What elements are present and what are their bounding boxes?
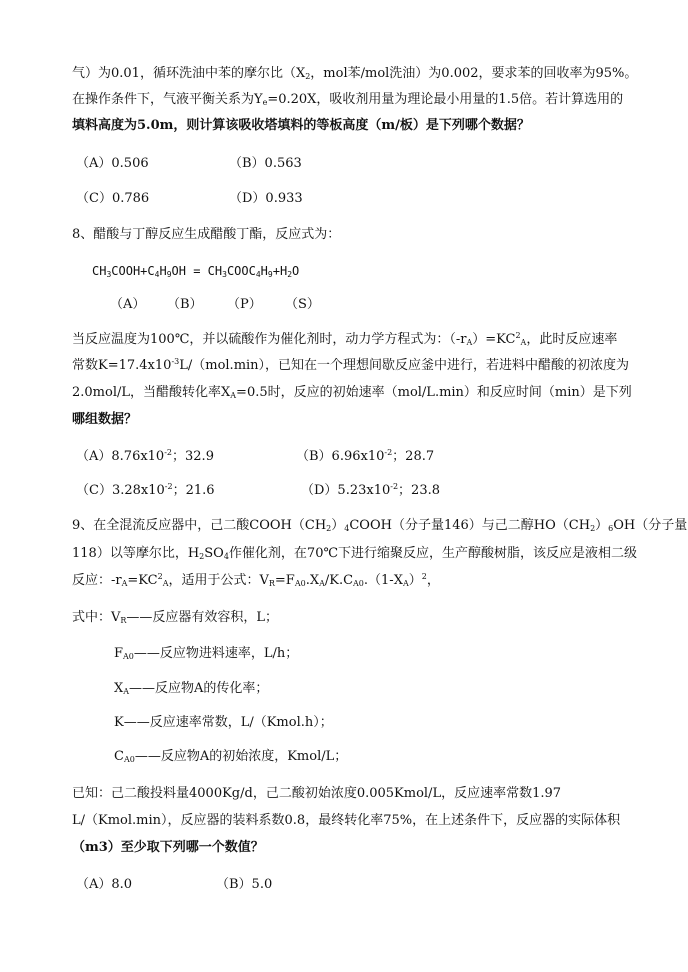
q8-label-b: （B）: [167, 297, 203, 312]
q8-label-a: （A）: [110, 297, 146, 312]
q8-title: 8、醋酸与丁醇反应生成醋酸丁酯，反应式为：: [72, 227, 341, 242]
q7-line-3: 填料高度为5.0m，则计算该吸收塔填料的等板高度（m/板）是下列哪个数据？: [72, 118, 530, 133]
q8-line-1: 当反应温度为100℃，并以硫酸作为催化剂时，动力学方程式为：$(-r_A)=KC^2_A$，此时反应速率: [72, 331, 618, 347]
q9-known-1: 已知：己二酸投料量4000Kg/d，己二酸初始浓度0.005Kmol/L，反应速率常数1.97: [72, 786, 562, 801]
q7-option-d: （D）0.933: [229, 191, 303, 206]
q8-label-s: （S）: [285, 297, 320, 312]
q7-option-b: （B）0.563: [229, 156, 302, 171]
q8-option-c: $(C)3.28x10^{-2}$；21.6: [76, 482, 215, 498]
q8-equation: $CH_3COOH+C_4H_9OH$ = $CH_3COOC_4H_9+H_2O$: [92, 264, 300, 279]
q9-def-2: $X_A——$反应物A的传化率；: [114, 681, 269, 696]
q8-line-4: 哪组数据？: [72, 412, 138, 427]
q9-def-3: K——反应速率常数，L/（Kmol.h）；: [114, 715, 333, 730]
q9-known-2: L/（Kmol.min），反应器的装料系数0.8，最终转化率75%，在上述条件下，反应器的实际体积: [72, 813, 621, 828]
q9-line-2: 118）以等摩尔比，$H_2SO_4$作催化剂，在70℃下进行缩聚反应，生产醇酸树脂，该反应是液相二级: [72, 546, 638, 561]
q9-known-3: （m3）至少取下列哪一个数值？: [72, 840, 264, 855]
q8-option-b: $(B)6.96x10^{-2}$；28.7: [296, 448, 435, 464]
q9-def-1: $F_{A0}——$反应物进料速率，L/h；: [114, 646, 299, 661]
q9-def-4: $C_{A0}——$反应物A的初始浓度，Kmol/L；: [114, 749, 348, 764]
q7-line-2: 在操作条件下，气液平衡关系为$Y_e=0.20X$，吸收剂用量为理论最小用量的1.5倍。若计算选用的: [72, 92, 624, 107]
q9-line-1: 9、在全混流反应器中，己二酸$COOH(CH_2)_4COOH$（分子量146）与己二醇$HO(CH_2)_6OH$（分子量: [72, 518, 688, 533]
q7-option-c: （C）0.786: [76, 191, 150, 206]
q8-option-d: $(D)5.23x10^{-2}$；23.8: [301, 482, 440, 498]
q8-label-p: （P）: [227, 297, 262, 312]
q8-line-2: 常数$K=17.4x10^{-3}L/(mol.\min)$，已知在一个理想间歇反应釜中进行，若进料中醋酸的初浓度为: [72, 357, 630, 373]
q9-line-3: 反应：$-r_A=KC^2_A$，适用于公式：$V_R=F_{A0}.X_A/K.C_{A0}.(1-X_A)^2$，: [72, 572, 440, 588]
q7-option-a: （A）0.506: [76, 156, 149, 171]
q8-line-3: 2.0mol/L，当醋酸转化率$X_A=0.5$时，反应的初始速率（mol/L.min）和反应时间（min）是下列: [72, 385, 632, 400]
q7-line-1: 气）为0.01，循环洗油中苯的摩尔比（$X_2$，mol苯/mol洗油）为0.002，要求苯的回收率为95%。: [72, 66, 638, 81]
q9-option-a: （A）8.0: [76, 877, 133, 892]
q9-option-b: （B）5.0: [216, 877, 273, 892]
q8-option-a: $(A)8.76x10^{-2}$；32.9: [76, 448, 214, 464]
q9-def-intro: 式中：$V_R——$反应器有效容积，L；: [72, 610, 279, 625]
